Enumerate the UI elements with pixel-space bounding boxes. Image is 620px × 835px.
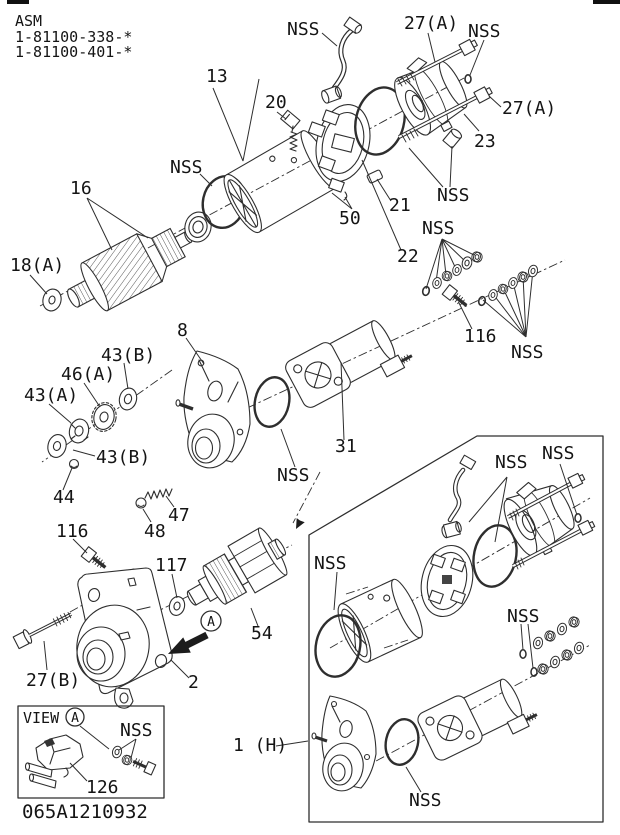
inset-yoke <box>332 576 428 666</box>
callout-116-middle: 116 <box>464 326 497 347</box>
callout-1h: 1 (H) <box>233 735 288 756</box>
inset-switch-orings-nss <box>520 650 537 676</box>
inset-gear-case <box>312 696 376 795</box>
terminal-part-126 <box>26 735 84 788</box>
inset-gear-case-oring-nss <box>382 716 423 768</box>
callout-nss-inset-switch: NSS <box>507 606 540 627</box>
small-oring-nss-top <box>465 75 471 83</box>
callout-50: 50 <box>339 208 361 229</box>
inset-brush-holder <box>414 540 480 622</box>
brush-and-spring-20 <box>281 110 300 151</box>
view-direction-arrow <box>168 632 209 654</box>
callout-126: 126 <box>86 777 119 798</box>
view-washer <box>111 745 123 759</box>
callout-116-left: 116 <box>56 521 89 542</box>
brush-holder-drawing <box>308 99 383 200</box>
callout-44: 44 <box>53 487 75 508</box>
view-title: VIEW <box>23 709 60 727</box>
callout-nss-inset-wire: NSS <box>495 452 528 473</box>
gear-case-oring-nss <box>250 374 294 430</box>
detail-ref-a-main-label: A <box>207 615 215 630</box>
washer-43b-1 <box>117 386 139 411</box>
spring-47 <box>145 489 172 499</box>
callout-20: 20 <box>265 92 287 113</box>
callout-2: 2 <box>188 672 199 693</box>
callout-54: 54 <box>251 623 273 644</box>
callout-8: 8 <box>177 320 188 341</box>
part-number-2: 1-81100-401-* <box>15 43 133 61</box>
callout-23: 23 <box>474 131 496 152</box>
rear-cover-23 <box>384 46 477 144</box>
pinion-clutch-54 <box>176 522 296 623</box>
callout-nss-inset-gearcase: NSS <box>409 790 442 811</box>
callout-nss-gearcase-oring: NSS <box>277 465 310 486</box>
callout-27a-2: 27(A) <box>502 98 557 119</box>
callout-nss-top-oring: NSS <box>468 21 501 42</box>
callout-43b-1: 43(B) <box>101 345 156 366</box>
callout-nss-lead-wire: NSS <box>287 19 320 40</box>
inset-washer-rows <box>532 616 585 675</box>
asm-title: ASM <box>15 12 43 30</box>
callout-46a: 46(A) <box>61 364 116 385</box>
callout-nss-inset-right: NSS <box>542 443 575 464</box>
callout-13: 13 <box>206 66 228 87</box>
callout-117: 117 <box>155 555 188 576</box>
callout-27b: 27(B) <box>26 670 81 691</box>
callout-nss-fan-1: NSS <box>422 218 455 239</box>
callout-22: 22 <box>397 246 419 267</box>
part-number-1: 1-81100-338-* <box>15 28 133 46</box>
ball-48 <box>136 498 146 508</box>
callout-43b-2: 43(B) <box>96 447 151 468</box>
callout-nss-yoke-oring: NSS <box>170 157 203 178</box>
detail-ref-a-main <box>201 611 221 631</box>
callout-nss-inset-yoke: NSS <box>314 553 347 574</box>
gear-46a <box>89 400 119 434</box>
callout-47: 47 <box>168 505 190 526</box>
callout-nss-viewbox: NSS <box>120 720 153 741</box>
page-edge-mark-left <box>7 0 29 4</box>
callout-21: 21 <box>389 195 411 216</box>
bolt-27b <box>13 608 75 650</box>
clutch-washer-43a <box>67 417 91 445</box>
inset-pointer-arrowhead <box>296 518 305 529</box>
washer-43b-2 <box>45 433 68 460</box>
callout-16: 16 <box>70 178 92 199</box>
callout-18a: 18(A) <box>10 255 65 276</box>
inset-magnetic-switch <box>415 668 540 769</box>
ball-44 <box>70 460 79 469</box>
callout-43a: 43(A) <box>24 385 79 406</box>
front-bracket-2 <box>70 568 172 708</box>
callout-31: 31 <box>335 436 357 457</box>
callout-48: 48 <box>144 521 166 542</box>
view-bolt <box>131 756 156 775</box>
page-edge-mark-right <box>593 0 620 4</box>
lead-wire-nss <box>320 17 363 104</box>
callout-nss-fan-2: NSS <box>511 342 544 363</box>
inset-lead-wire <box>441 455 476 538</box>
magnetic-switch-31 <box>283 309 415 417</box>
armature-drawing <box>57 212 203 324</box>
figure-code: 065A1210932 <box>22 801 148 823</box>
gear-case-8 <box>176 351 250 472</box>
callout-27a-1: 27(A) <box>404 13 459 34</box>
callout-nss-grommet: NSS <box>437 185 470 206</box>
view-ref-letter: A <box>71 711 79 726</box>
bolt-116-left <box>81 547 109 572</box>
